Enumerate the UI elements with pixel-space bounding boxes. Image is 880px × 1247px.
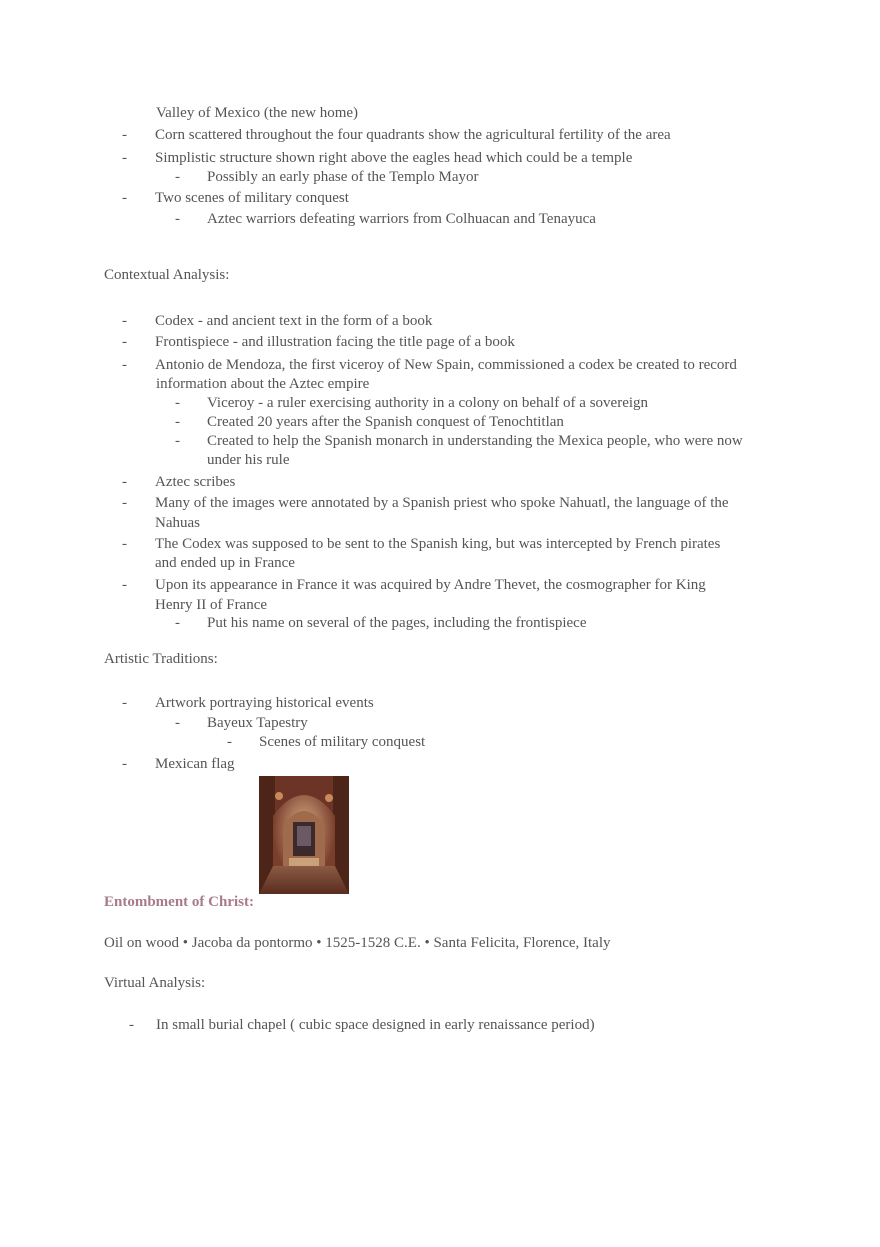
contextual-analysis-heading: Contextual Analysis: (104, 267, 230, 283)
list-item-text: Possibly an early phase of the Templo Mayor (207, 169, 479, 185)
list-item-text: Valley of Mexico (the new home) (156, 105, 359, 121)
list-item-text: Antonio de Mendoza, the first viceroy of New Spain, commissioned a codex be created to record (155, 357, 737, 373)
list-item-text: Aztec warriors defeating warriors from Colhuacan and Tenayuca (207, 211, 596, 227)
bullet-dash: - (122, 357, 127, 373)
bullet-dash: - (122, 536, 127, 552)
entombment-title: Entombment of Christ: (104, 894, 254, 910)
bullet-dash: - (122, 495, 127, 511)
bullet-dash: - (122, 150, 127, 166)
list-item-text: Many of the images were annotated by a Spanish priest who spoke Nahuatl, the language of the (155, 495, 729, 511)
list-item-text: Upon its appearance in France it was acquired by Andre Thevet, the cosmographer for King (155, 577, 706, 593)
list-item-text: Viceroy - a ruler exercising authority in a colony on behalf of a sovereign (207, 395, 649, 411)
list-item-text: Scenes of military conquest (259, 734, 426, 750)
bullet-dash: - (175, 211, 180, 227)
list-item-text: Created to help the Spanish monarch in understanding the Mexica people, who were now (207, 433, 743, 449)
list-item-text: Mexican flag (155, 756, 235, 772)
chapel-photo (259, 776, 349, 894)
bullet-dash: - (175, 395, 180, 411)
list-item-text: In small burial chapel ( cubic space designed in early renaissance period) (156, 1017, 595, 1033)
list-item-text: Two scenes of military conquest (155, 190, 349, 206)
bullet-dash: - (175, 169, 180, 185)
list-item-text: Artwork portraying historical events (155, 695, 374, 711)
list-item-text: Aztec scribes (155, 474, 236, 490)
bullet-dash: - (175, 715, 180, 731)
list-item-text: Bayeux Tapestry (207, 715, 308, 731)
bullet-dash: - (129, 1017, 134, 1033)
list-item-text: Put his name on several of the pages, including the frontispiece (207, 615, 587, 631)
list-item-text: The Codex was supposed to be sent to the Spanish king, but was intercepted by French pirates (155, 536, 721, 552)
bullet-dash: - (122, 756, 127, 772)
bullet-dash: - (122, 577, 127, 593)
bullet-dash: - (175, 414, 180, 430)
bullet-dash: - (122, 474, 127, 490)
bullet-dash: - (175, 615, 180, 631)
list-item-text: information about the Aztec empire (156, 376, 370, 392)
artistic-traditions-heading: Artistic Traditions: (104, 651, 218, 667)
virtual-analysis-heading: Virtual Analysis: (104, 975, 206, 991)
list-item-text: Frontispiece - and illustration facing the title page of a book (155, 334, 515, 350)
list-item-text: Codex - and ancient text in the form of a book (155, 313, 433, 329)
artwork-details: Oil on wood • Jacoba da pontormo • 1525-1528 C.E. • Santa Felicita, Florence, Italy (104, 935, 611, 951)
bullet-dash: - (122, 695, 127, 711)
list-item-text: and ended up in France (155, 555, 295, 571)
list-item-text: under his rule (207, 452, 290, 468)
bullet-dash: - (122, 313, 127, 329)
bullet-dash: - (227, 734, 232, 750)
list-item-text: Simplistic structure shown right above the eagles head which could be a temple (155, 150, 633, 166)
bullet-dash: - (122, 127, 127, 143)
bullet-dash: - (122, 334, 127, 350)
list-item-text: Corn scattered throughout the four quadrants show the agricultural fertility of the area (155, 127, 671, 143)
list-item-text: Created 20 years after the Spanish conquest of Tenochtitlan (207, 414, 564, 430)
list-item-text: Henry II of France (155, 597, 268, 613)
list-item-text: Nahuas (155, 515, 200, 531)
bullet-dash: - (122, 190, 127, 206)
bullet-dash: - (175, 433, 180, 449)
